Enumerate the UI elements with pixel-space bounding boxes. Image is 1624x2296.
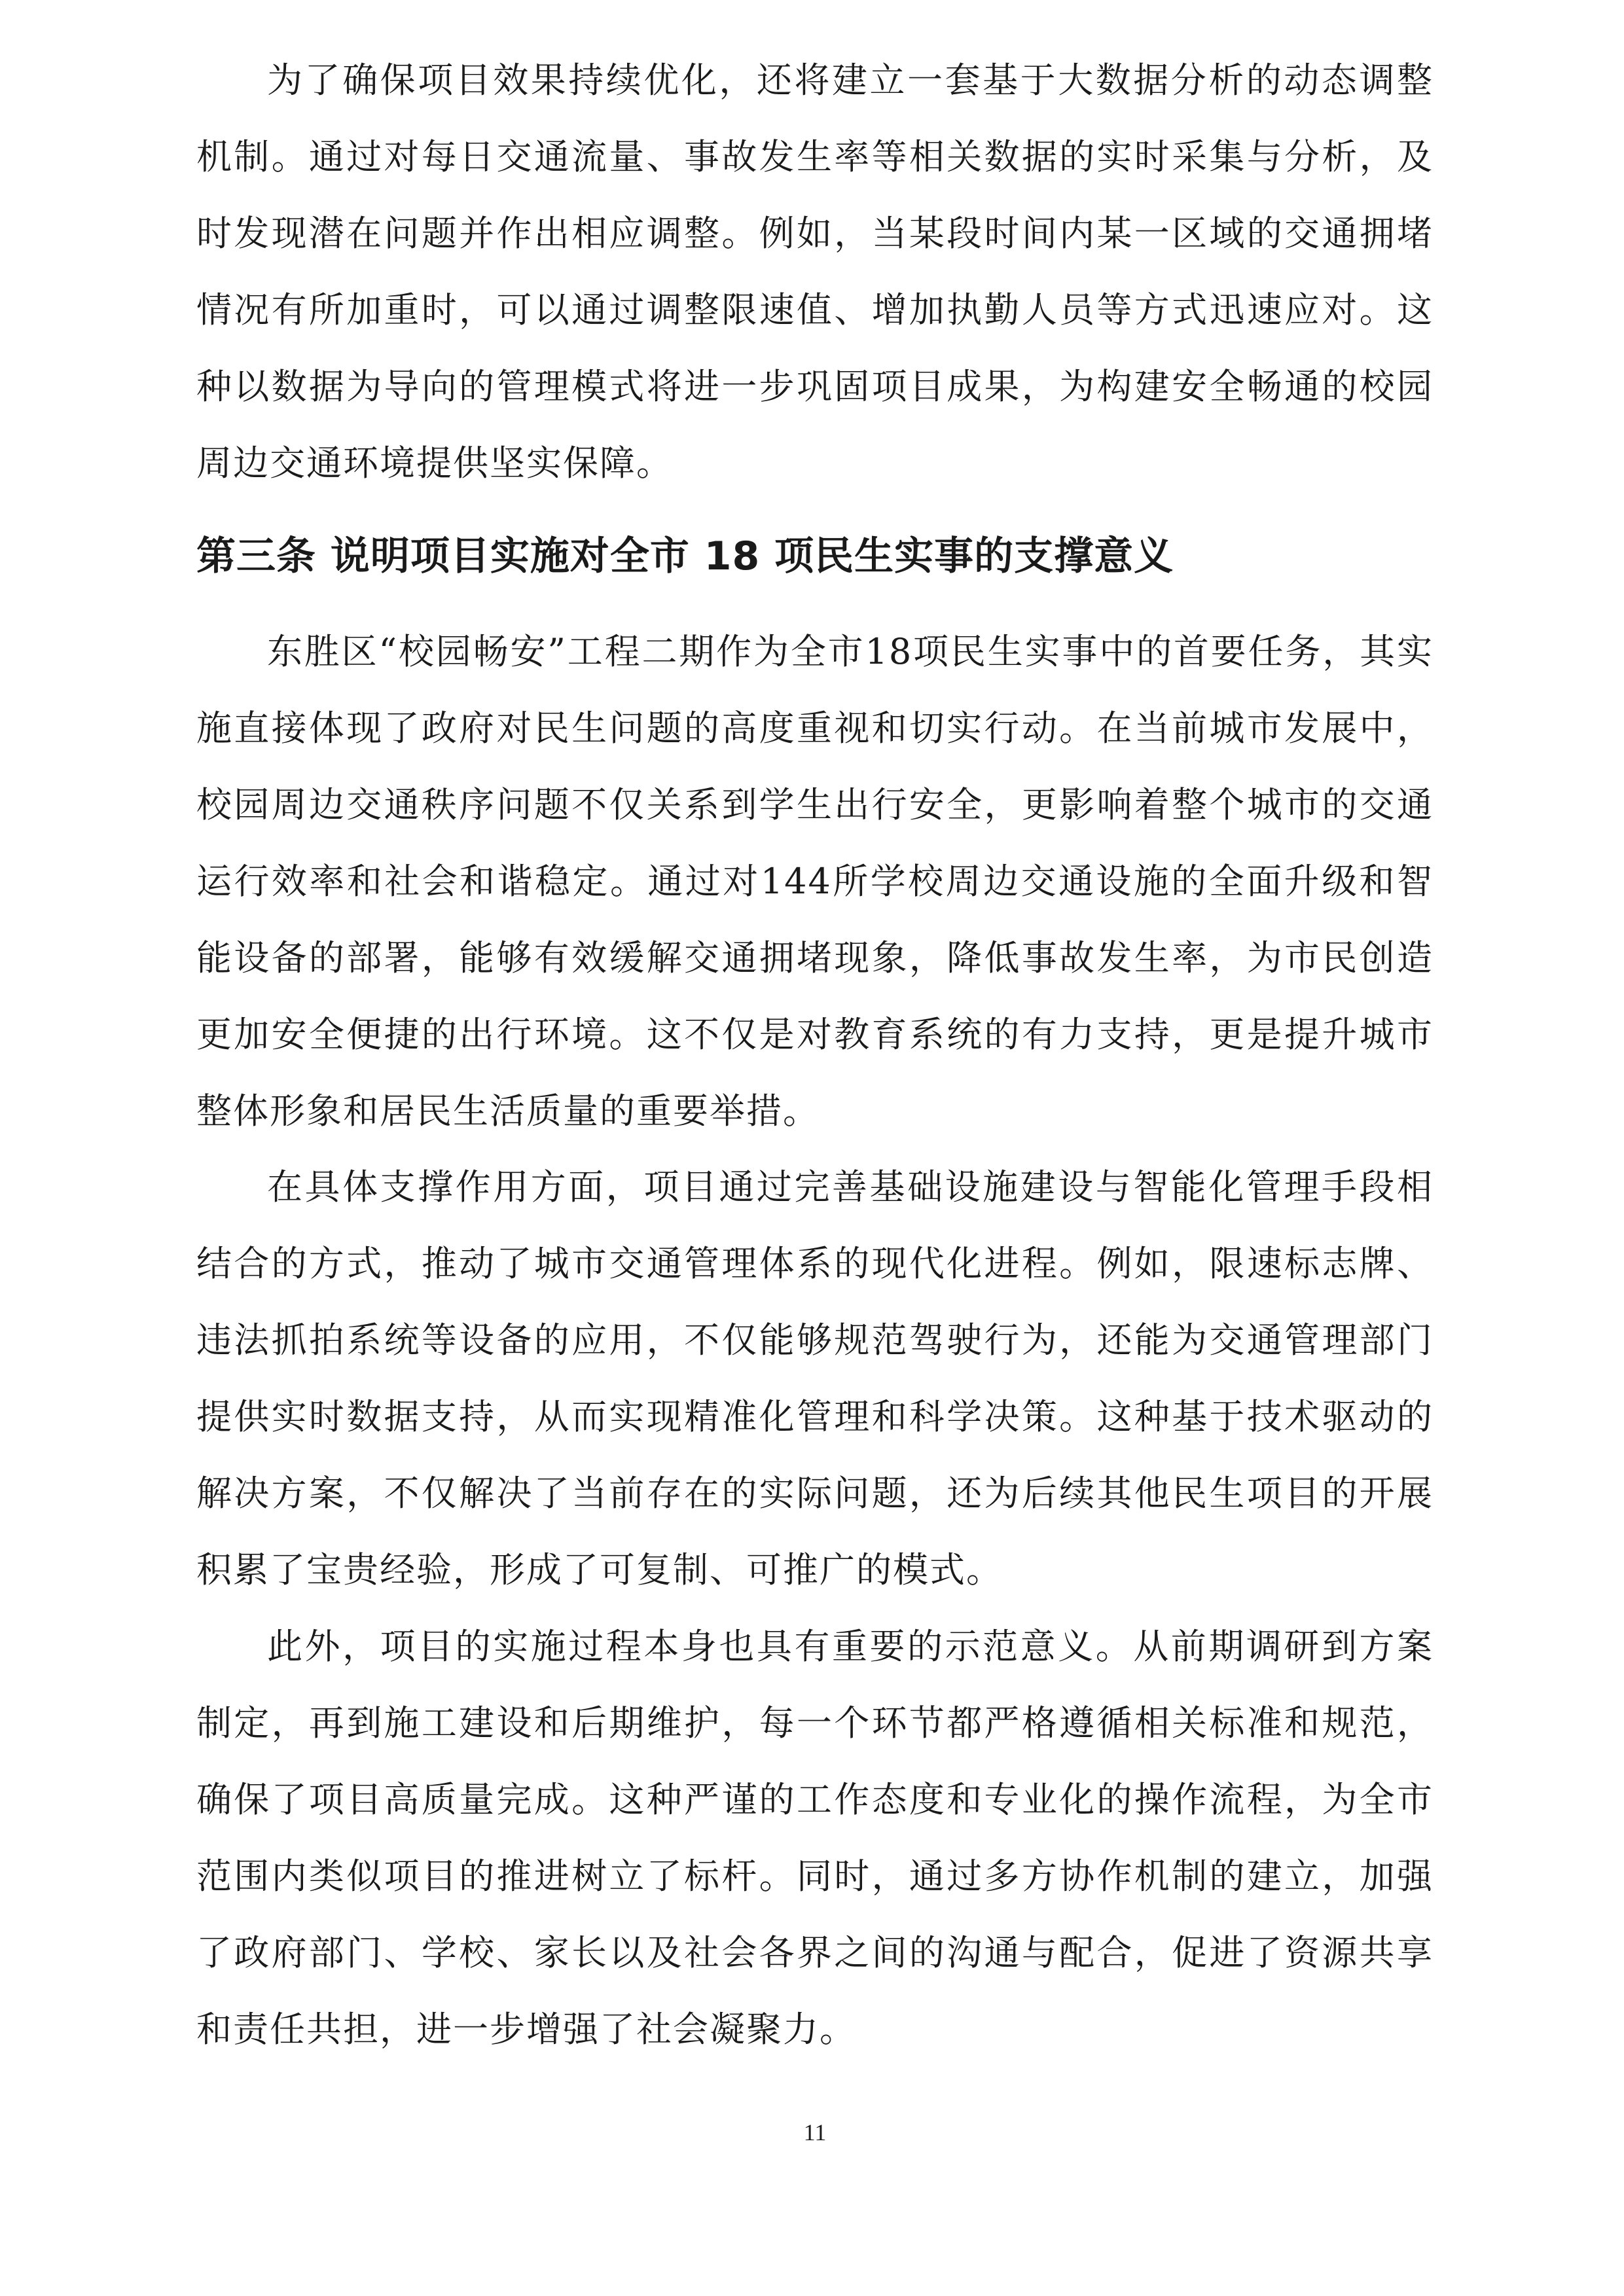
paragraph-demonstration-significance: 此外，项目的实施过程本身也具有重要的示范意义。从前期调研到方案制定，再到施工建设和后期维护，每一个环节都严格遵循相关标准和规范，确保了项目高质量完成。这种严谨的工作态度和专业化的操作流程，为全市范围内类似项目的推进树立了标杆。同时，通过多方协作机制的建立，加强了政府部门、学校、家长以及社会各界之间的沟通与配合，促进了资源共享和责任共担，进一步增强了社会凝聚力。 xyxy=(196,1626,1434,2050)
paragraph-specific-support-role: 在具体支撑作用方面，项目通过完善基础设施建设与智能化管理手段相结合的方式，推动了城市交通管理体系的现代化进程。例如，限速标志牌、违法抓拍系统等设备的应用，不仅能够规范驾驶行为，还能为交通管理部门提供实时数据支持，从而实现精准化管理和科学决策。这种基于技术驱动的解决方案，不仅解决了当前存在的实际问题，还为后续其他民生项目的开展积累了宝贵经验，形成了可复制、可推广的模式。 xyxy=(196,1166,1434,1590)
paragraph-data-driven-mechanism: 为了确保项目效果持续优化，还将建立一套基于大数据分析的动态调整机制。通过对每日交通流量、事故发生率等相关数据的实时采集与分析，及时发现潜在问题并作出相应调整。例如，当某段时间内某一区域的交通拥堵情况有所加重时，可以通过调整限速值、增加执勤人员等方式迅速应对。这种以数据为导向的管理模式将进一步巩固项目成果，为构建安全畅通的校园周边交通环境提供坚实保障。 xyxy=(196,60,1434,484)
paragraph-livelihood-support: 东胜区“校园畅安”工程二期作为全市18项民生实事中的首要任务，其实施直接体现了政府对民生问题的高度重视和切实行动。在当前城市发展中，校园周边交通秩序问题不仅关系到学生出行安全，更影响着整个城市的交通运行效率和社会和谐稳定。通过对144所学校周边交通设施的全面升级和智能设备的部署，能够有效缓解交通拥堵现象，降低事故发生率，为市民创造更加安全便捷的出行环境。这不仅是对教育系统的有力支持，更是提升城市整体形象和居民生活质量的重要举措。 xyxy=(196,631,1434,1132)
document-page xyxy=(196,0,1434,2296)
section-heading: 第三条 说明项目实施对全市 18 项民生实事的支撑意义 xyxy=(196,533,1174,579)
page-number: 11 xyxy=(803,2119,827,2145)
